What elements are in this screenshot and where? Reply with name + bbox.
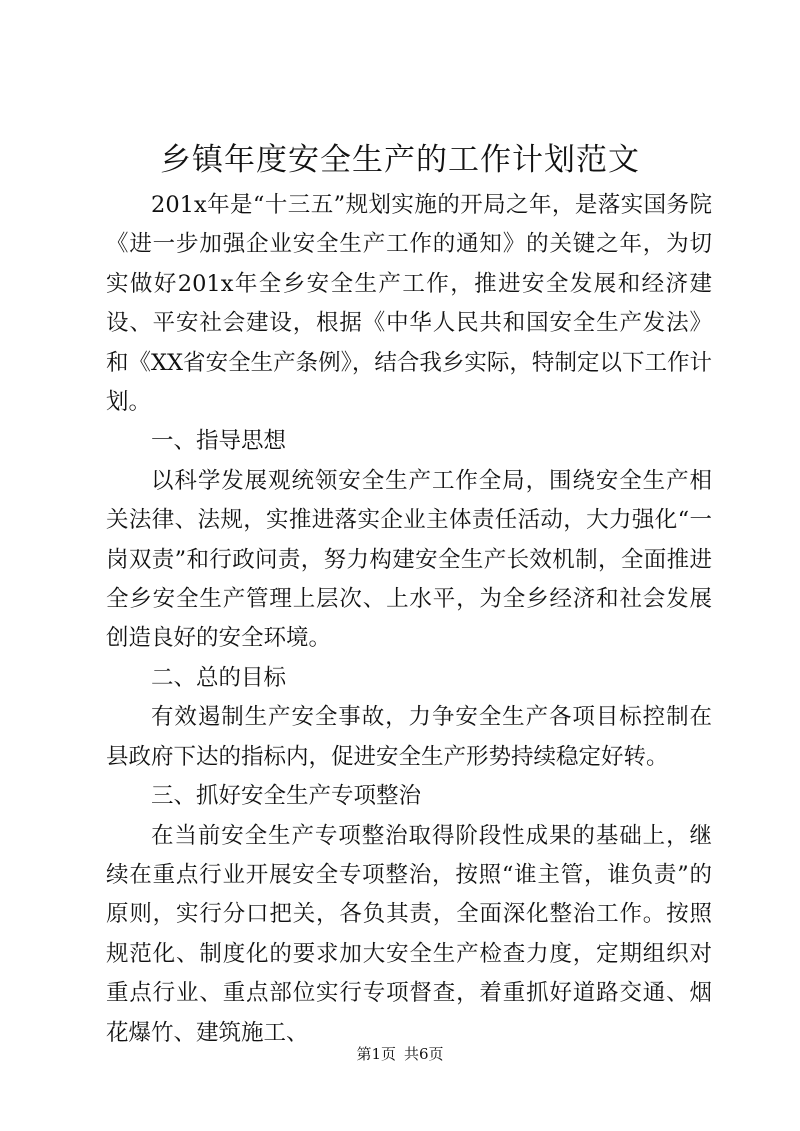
document-body <box>106 186 712 1053</box>
special-rectification-paragraph: 在当前安全生产专项整治取得阶段性成果的基础上，继续在重点行业开展安全专项整治，按照“谁主管，谁负责”的原则，实行分口把关，各负其责，全面深化整治工作。按照规范化、制度化的要求加大安全生产检查力度，定期组织对重点行业、重点部位实行专项督查，着重抓好道路交通、烟花爆竹、建筑施工、 <box>106 822 712 1046</box>
overall-goal-paragraph: 有效遏制生产安全事故，力争安全生产各项目标控制在县政府下达的指标内，促进安全生产形势持续稳定好转。 <box>106 704 712 770</box>
document-title: 乡镇年度安全生产的工作计划范文 <box>160 142 640 178</box>
section-heading-guiding-ideology: 一、指导思想 <box>151 428 287 455</box>
page-footer <box>0 1044 800 1064</box>
section-heading-special-rectification: 三、抓好安全生产专项整治 <box>151 783 422 810</box>
page-total: 共6页 <box>404 1045 444 1063</box>
intro-paragraph: 201x年是“十三五”规划实施的开局之年，是落实国务院《进一步加强企业安全生产工作的通知》的关键之年，为切实做好201x年全乡安全生产工作，推进安全发展和经济建设、平安社会建设，根据《中华人民共和国安全生产发法》和《XX省安全生产条例》，结合我乡实际，特制定以下工作计划。 <box>106 192 712 416</box>
page-number: 第1页 <box>356 1045 396 1063</box>
guiding-ideology-paragraph: 以科学发展观统领安全生产工作全局，围绕安全生产相关法律、法规，实推进落实企业主体责任活动，大力强化“一岗双责”和行政问责，努力构建安全生产长效机制，全面推进全乡安全生产管理上层次、上水平，为全乡经济和社会发展创造良好的安全环境。 <box>106 467 712 652</box>
section-heading-overall-goal: 二、总的目标 <box>151 664 287 691</box>
